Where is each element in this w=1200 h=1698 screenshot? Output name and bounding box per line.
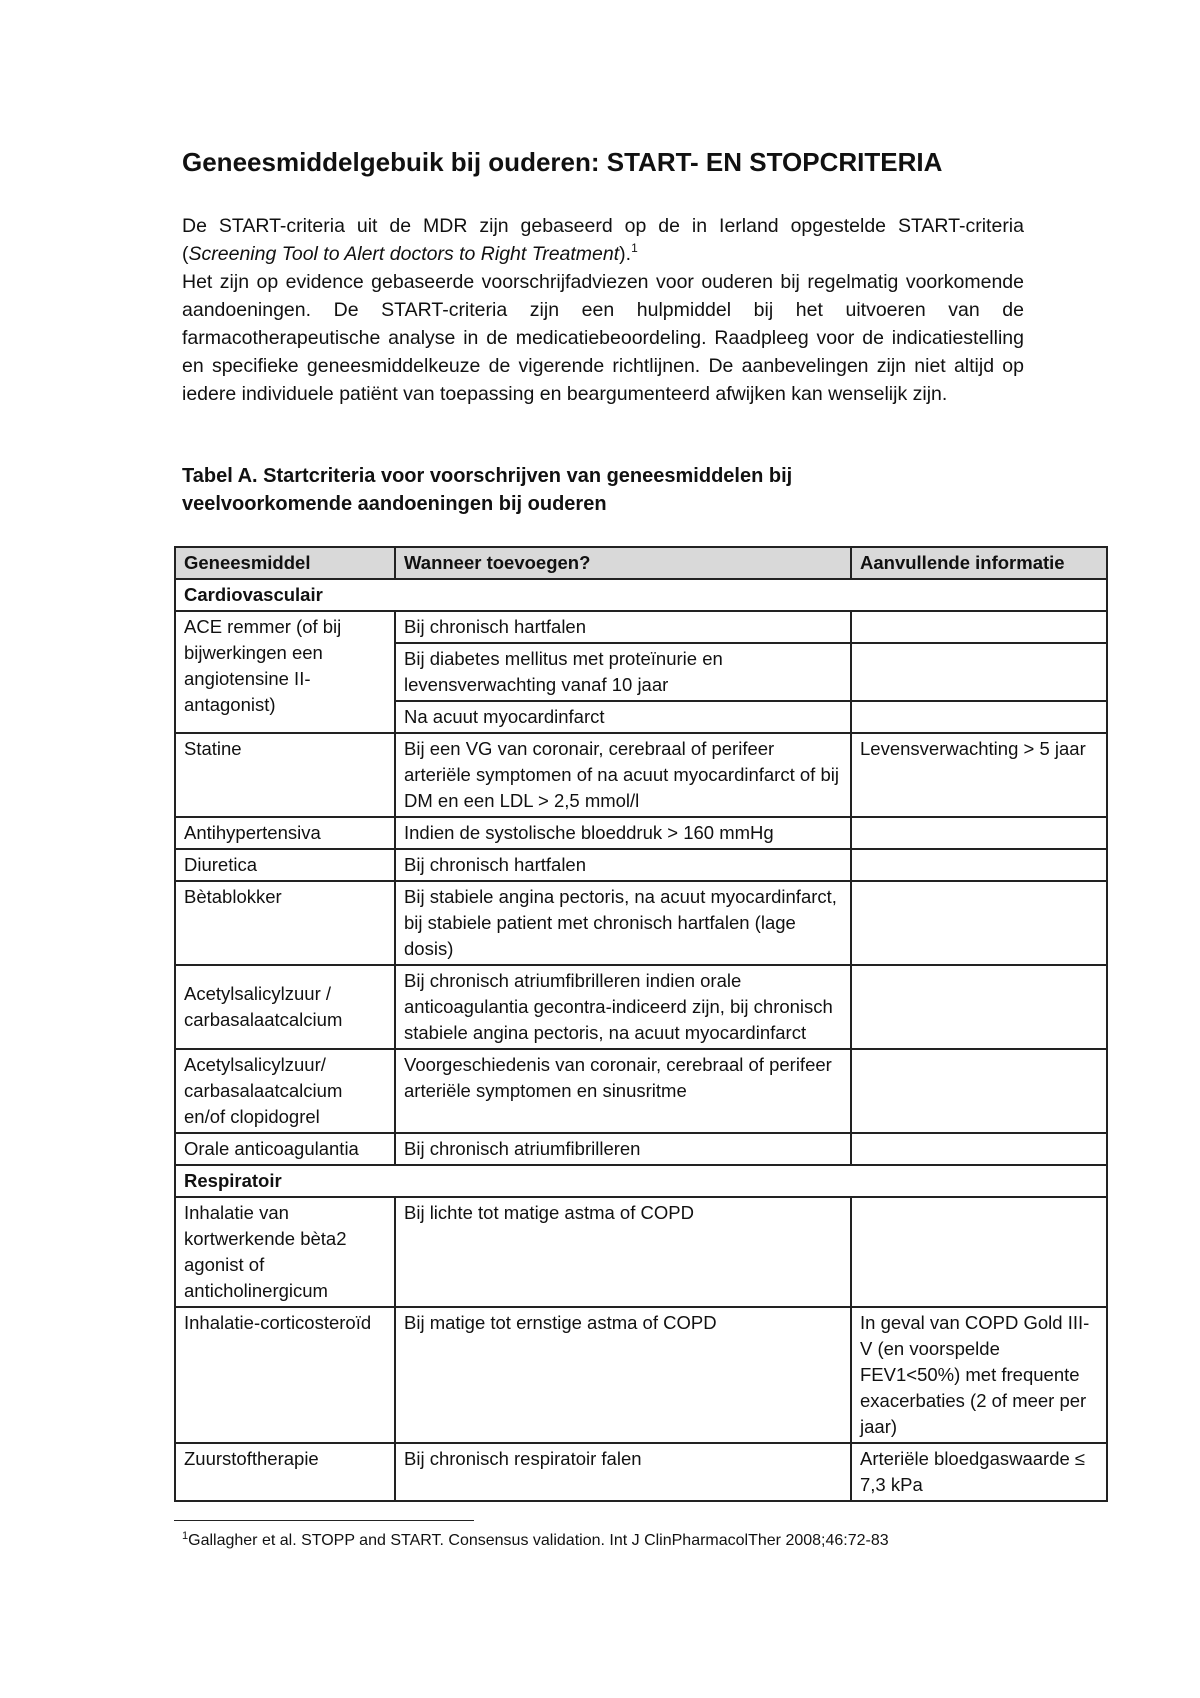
table-row xyxy=(175,817,1107,849)
table-row xyxy=(175,1049,1107,1133)
section-title: Respiratoir xyxy=(175,1165,1107,1197)
cell-drug: Statine xyxy=(175,733,395,817)
cell-info: Arteriële bloedgaswaarde ≤ 7,3 kPa xyxy=(851,1443,1107,1501)
cell-info xyxy=(851,701,1107,733)
cell-when: Indien de systolische bloeddruk > 160 mmHg xyxy=(395,817,851,849)
table-caption: Tabel A. Startcriteria voor voorschrijven van geneesmiddelen bij veelvoorkomende aandoeningen bij ouderen xyxy=(182,465,793,515)
cell-drug: Zuurstoftherapie xyxy=(175,1443,395,1501)
footnote-ref: 1 xyxy=(631,241,638,255)
cell-drug: Acetylsalicylzuur/ carbasalaatcalcium en/of clopidogrel xyxy=(175,1049,395,1133)
cell-when: Voorgeschiedenis van coronair, cerebraal of perifeer arteriële symptomen en sinusritme xyxy=(395,1049,851,1133)
cell-when: Bij lichte tot matige astma of COPD xyxy=(395,1197,851,1307)
cell-drug: Diuretica xyxy=(175,849,395,881)
cell-info xyxy=(851,817,1107,849)
cell-drug: Inhalatie van kortwerkende bèta2 agonist of anticholinergicum xyxy=(175,1197,395,1307)
cell-drug: Antihypertensiva xyxy=(175,817,395,849)
table-row xyxy=(175,733,1107,817)
cell-when: Bij diabetes mellitus met proteïnurie en levensverwachting vanaf 10 jaar xyxy=(395,643,851,701)
cell-when: Bij stabiele angina pectoris, na acuut myocardinfarct, bij stabiele patient met chronisch hartfalen (lage dosis) xyxy=(395,881,851,965)
section-row-respiratoir xyxy=(175,1165,1107,1197)
table-row xyxy=(175,1307,1107,1443)
intro-paragraph-2: Het zijn op evidence gebaseerde voorschrijfadviezen voor ouderen bij regelmatig voorkomende aandoeningen. De START-criteria zijn een hulpmiddel bij het uitvoeren van de farmacotherapeutische analyse in de medicatiebeoordeling. Raadpleeg voor de indicatiestelling en specifieke geneesmiddelkeuze de vigerende richtlijnen. De aanbevelingen zijn niet altijd op iedere individuele patiënt van toepassing en beargumenteerd afwijken kan wenselijk zijn. xyxy=(182,271,1024,405)
column-header-aanvullend: Aanvullende informatie xyxy=(851,547,1107,579)
table-row xyxy=(175,881,1107,965)
table-row xyxy=(175,965,1107,1049)
cell-when: Na acuut myocardinfarct xyxy=(395,701,851,733)
cell-info xyxy=(851,1133,1107,1165)
cell-info xyxy=(851,1197,1107,1307)
table-row xyxy=(175,849,1107,881)
cell-when: Bij chronisch atriumfibrilleren xyxy=(395,1133,851,1165)
cell-when: Bij chronisch respiratoir falen xyxy=(395,1443,851,1501)
cell-when: Bij chronisch hartfalen xyxy=(395,849,851,881)
cell-drug: Inhalatie-corticosteroïd xyxy=(175,1307,395,1443)
cell-drug: Bètablokker xyxy=(175,881,395,965)
cell-drug: Orale anticoagulantia xyxy=(175,1133,395,1165)
footnote-divider xyxy=(174,1520,474,1521)
cell-info xyxy=(851,881,1107,965)
cell-when: Bij matige tot ernstige astma of COPD xyxy=(395,1307,851,1443)
table-row xyxy=(175,611,1107,643)
table-row xyxy=(175,1443,1107,1501)
section-row-cardiovasculair xyxy=(175,579,1107,611)
footnote: $^1$Gallagher et al. STOPP and START. Consensus validation. Int J ClinPharmacolTher 2008;46:72-83 xyxy=(182,1530,889,1549)
cell-info xyxy=(851,643,1107,701)
cell-info xyxy=(851,849,1107,881)
cell-info xyxy=(851,965,1107,1049)
cell-drug: ACE remmer (of bij bijwerkingen een angiotensine II-antagonist) xyxy=(175,611,395,733)
cell-info xyxy=(851,1049,1107,1133)
cell-when: Bij een VG van coronair, cerebraal of perifeer arteriële symptomen of na acuut myocardinfarct of bij DM en een LDL > 2,5 mmol/l xyxy=(395,733,851,817)
cell-when: Bij chronisch hartfalen xyxy=(395,611,851,643)
cell-info: In geval van COPD Gold III-V (en voorspelde FEV1<50%) met frequente exacerbaties (2 of meer per jaar) xyxy=(851,1307,1107,1443)
cell-info xyxy=(851,611,1107,643)
table-row xyxy=(175,1197,1107,1307)
cell-info: Levensverwachting > 5 jaar xyxy=(851,733,1107,817)
section-title: Cardiovasculair xyxy=(175,579,1107,611)
intro-text xyxy=(182,212,1024,408)
page-title: Geneesmiddelgebuik bij ouderen: START- EN STOPCRITERIA xyxy=(182,147,943,177)
cell-when: Bij chronisch atriumfibrilleren indien orale anticoagulantia gecontra-indiceerd zijn, bij chronisch stabiele angina pectoris, na acuut myocardinfarct xyxy=(395,965,851,1049)
column-header-wanneer: Wanneer toevoegen? xyxy=(395,547,851,579)
column-header-geneesmiddel: Geneesmiddel xyxy=(175,547,395,579)
cell-drug: Acetylsalicylzuur / carbasalaatcalcium xyxy=(175,965,395,1049)
table-row xyxy=(175,1133,1107,1165)
intro-paragraph-1: De START-criteria uit de MDR zijn gebaseerd op de in Ierland opgestelde START-criteria (Screening Tool to Alert doctors to Right Treatment).$^1$ xyxy=(182,215,1024,265)
start-criteria-table xyxy=(174,546,1108,1502)
table-header-row xyxy=(175,547,1107,579)
